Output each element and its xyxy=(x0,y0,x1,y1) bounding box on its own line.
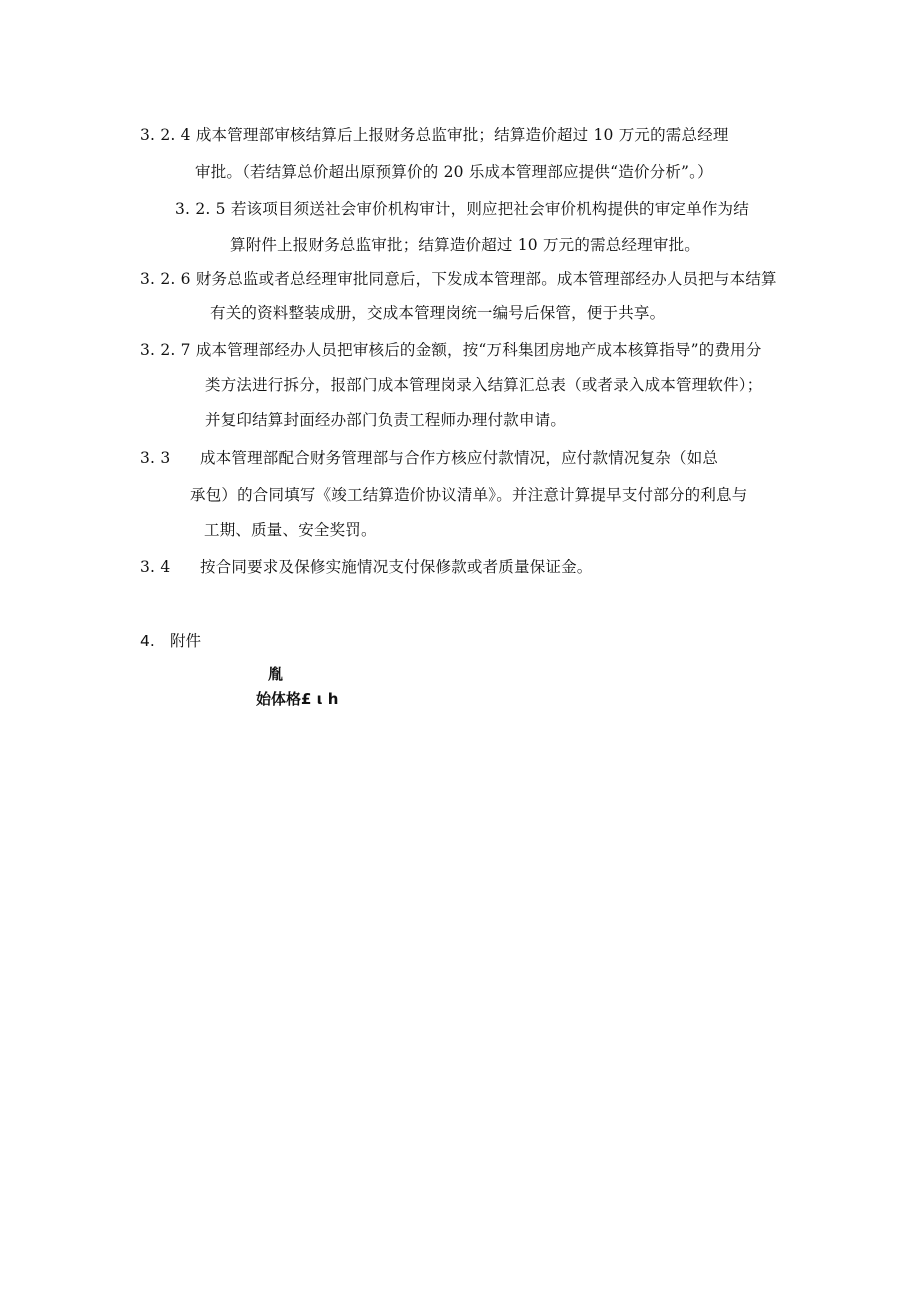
section-4-title: 附件 xyxy=(170,632,202,650)
fragment-line-2: 始体格£ ι h xyxy=(256,690,339,708)
section-3-4-number: 3. 4 xyxy=(140,558,171,576)
section-3-2-4-line-2: 审批。（若结算总价超出原预算价的 20 乐成本管理部应提供“造价分析”。） xyxy=(195,163,713,181)
section-3-4-line-1: 按合同要求及保修实施情况支付保修款或者质量保证金。 xyxy=(200,558,593,576)
section-3-2-4-line-1: 3. 2. 4 成本管理部审核结算后上报财务总监审批；结算造价超过 10 万元的需总经理 xyxy=(140,126,729,144)
section-3-2-7-line-3: 并复印结算封面经办部门负责工程师办理付款申请。 xyxy=(205,411,567,429)
section-3-2-5-line-2: 算附件上报财务总监审批；结算造价超过 10 万元的需总经理审批。 xyxy=(230,236,700,254)
section-3-2-6-line-2: 有关的资料整装成册，交成本管理岗统一编号后保管，便于共享。 xyxy=(210,304,666,322)
section-3-3-line-1: 成本管理部配合财务管理部与合作方核应付款情况，应付款情况复杂（如总 xyxy=(200,449,719,467)
fragment-line-1: 胤 xyxy=(268,665,284,683)
section-3-2-7-line-2: 类方法进行拆分，报部门成本管理岗录入结算汇总表（或者录入成本管理软件）； xyxy=(205,376,763,394)
section-3-3-number: 3. 3 xyxy=(140,449,171,467)
section-3-2-6-line-1: 3. 2. 6 财务总监或者总经理审批同意后，下发成本管理部。成本管理部经办人员把与本结算 xyxy=(140,270,777,288)
section-3-3-line-2: 承包）的合同填写《竣工结算造价协议清单》。并注意计算提早支付部分的利息与 xyxy=(190,486,748,504)
section-4-number: 4. xyxy=(140,632,155,650)
section-3-2-5-line-1: 3. 2. 5 若该项目须送社会审价机构审计，则应把社会审价机构提供的审定单作为结 xyxy=(175,200,749,218)
section-3-2-7-line-1: 3. 2. 7 成本管理部经办人员把审核后的金额，按“万科集团房地产成本核算指导”的费用分 xyxy=(140,341,762,359)
section-3-3-line-3: 工期、质量、安全奖罚。 xyxy=(204,521,377,539)
